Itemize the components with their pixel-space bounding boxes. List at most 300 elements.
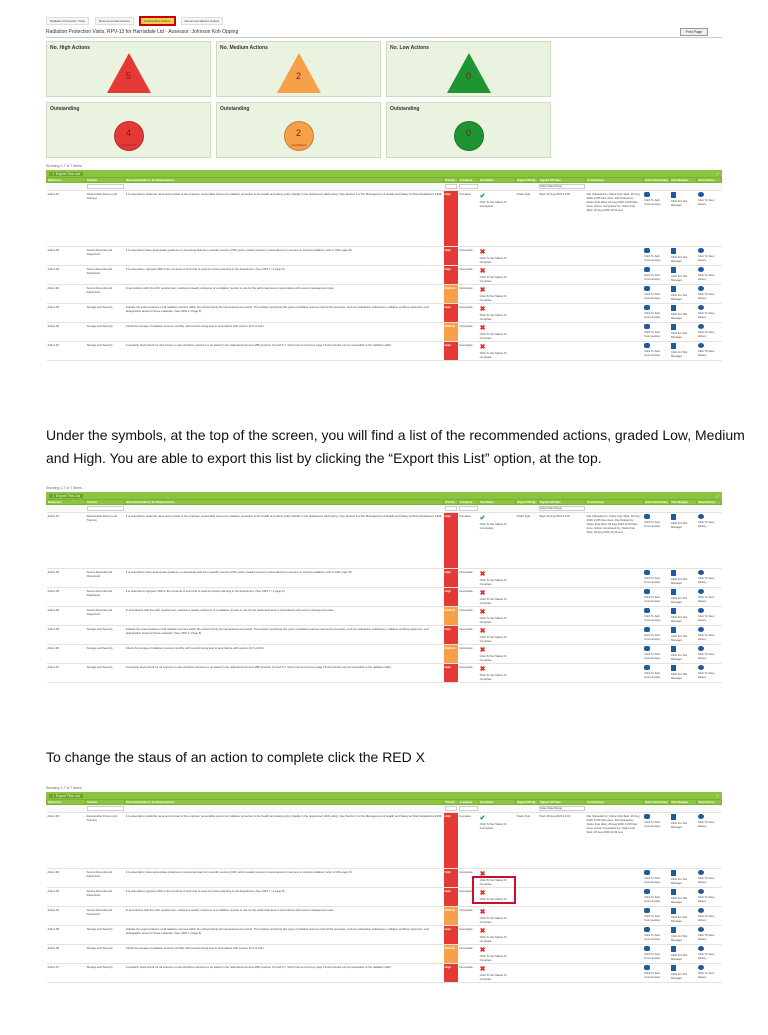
- eye-icon[interactable]: [698, 665, 704, 670]
- row-action[interactable]: [643, 607, 670, 626]
- row-set-status[interactable]: [479, 285, 516, 304]
- row-action[interactable]: [643, 888, 670, 907]
- action-label[interactable]: Click For File Manager: [670, 915, 688, 923]
- file-icon[interactable]: [671, 286, 676, 292]
- tab-visits[interactable]: Radiation Protection Visits: [46, 17, 89, 25]
- action-label[interactable]: Click For File Manager: [670, 821, 688, 829]
- status-hint[interactable]: Click To Set Status To Complete: [479, 597, 507, 605]
- filter-input[interactable]: [445, 806, 457, 811]
- column-header[interactable]: Reference: [47, 500, 86, 505]
- row-action[interactable]: [697, 664, 722, 683]
- comment-icon[interactable]: [644, 324, 650, 329]
- action-label[interactable]: Click To View History: [697, 254, 715, 262]
- comment-icon[interactable]: [644, 814, 650, 819]
- column-header[interactable]: Complete: [458, 800, 479, 805]
- comment-icon[interactable]: [644, 267, 650, 272]
- eye-icon[interactable]: [698, 870, 704, 875]
- comment-icon[interactable]: [644, 514, 650, 519]
- red-x-icon[interactable]: ✖: [479, 947, 486, 954]
- status-hint[interactable]: Click To Set Status To Complete: [479, 878, 507, 886]
- eye-icon[interactable]: [698, 248, 704, 253]
- row-action[interactable]: [643, 645, 670, 664]
- action-label[interactable]: Click To Add Commentary: [644, 671, 661, 679]
- row-set-status[interactable]: [479, 588, 516, 607]
- action-label[interactable]: Click For File Manager: [670, 896, 688, 904]
- eye-icon[interactable]: [698, 570, 704, 575]
- status-hint[interactable]: Click To Set Status To Incomplete: [479, 200, 507, 208]
- row-action[interactable]: [697, 626, 722, 645]
- column-header[interactable]: Complete: [458, 500, 479, 505]
- red-x-icon[interactable]: ✖: [479, 571, 486, 578]
- status-hint[interactable]: Click To Set Status To Complete: [479, 256, 507, 264]
- row-set-status[interactable]: [479, 569, 516, 588]
- column-header[interactable]: Priority: [444, 178, 458, 183]
- action-label[interactable]: Click For File Manager: [670, 596, 688, 604]
- row-action[interactable]: [643, 964, 670, 983]
- action-label[interactable]: Click For File Manager: [670, 953, 688, 961]
- action-label[interactable]: Click To Add Commentary: [644, 895, 661, 903]
- row-action[interactable]: [697, 304, 722, 323]
- column-header[interactable]: File Manager: [670, 800, 697, 805]
- column-header[interactable]: Signed Off By: [516, 800, 539, 805]
- row-action[interactable]: [643, 342, 670, 361]
- row-action[interactable]: [643, 304, 670, 323]
- action-label[interactable]: Click To View History: [697, 273, 715, 281]
- row-action[interactable]: [670, 813, 697, 869]
- column-header[interactable]: Section: [86, 178, 125, 183]
- eye-icon[interactable]: [698, 286, 704, 291]
- action-label[interactable]: Click To View History: [697, 576, 715, 584]
- print-button[interactable]: Print Page: [680, 28, 708, 36]
- status-hint[interactable]: Click To Set Status To Complete: [479, 616, 507, 624]
- row-action[interactable]: [670, 266, 697, 285]
- export-list-button[interactable]: ⇩ Export This List: [49, 794, 83, 798]
- export-list-button[interactable]: ⇩ Export This List: [49, 494, 83, 498]
- column-header[interactable]: View History: [697, 178, 722, 183]
- action-label[interactable]: Click For File Manager: [670, 972, 688, 980]
- action-label[interactable]: Click To View History: [697, 895, 715, 903]
- row-action[interactable]: [670, 342, 697, 361]
- file-icon[interactable]: [671, 965, 676, 971]
- eye-icon[interactable]: [698, 627, 704, 632]
- filter-input[interactable]: [87, 184, 124, 189]
- row-action[interactable]: [697, 588, 722, 607]
- row-set-status[interactable]: [479, 926, 516, 945]
- file-icon[interactable]: [671, 946, 676, 952]
- action-label[interactable]: Click To Add Commentary: [644, 876, 661, 884]
- red-x-icon[interactable]: ✖: [479, 325, 486, 332]
- status-hint[interactable]: Click To Set Status To Complete: [479, 654, 507, 662]
- status-hint[interactable]: Click To Set Status To Complete: [479, 954, 507, 962]
- action-label[interactable]: Click For File Manager: [670, 274, 688, 282]
- column-header[interactable]: Section: [86, 500, 125, 505]
- column-header[interactable]: Signed Off By: [516, 178, 539, 183]
- column-header[interactable]: Signed Off Date: [538, 800, 585, 805]
- filter-input[interactable]: [445, 184, 457, 189]
- comment-icon[interactable]: [644, 589, 650, 594]
- action-label[interactable]: Click To Add Commentary: [644, 520, 661, 528]
- column-header[interactable]: Signed Off By: [516, 500, 539, 505]
- action-label[interactable]: Click To View History: [697, 292, 715, 300]
- row-set-status[interactable]: [479, 907, 516, 926]
- row-action[interactable]: [643, 247, 670, 266]
- row-action[interactable]: [643, 266, 670, 285]
- row-action[interactable]: [697, 607, 722, 626]
- column-header[interactable]: Reference: [47, 800, 86, 805]
- red-x-icon[interactable]: ✖: [479, 268, 486, 275]
- column-header[interactable]: Recommendation / Or Requirements: [125, 178, 444, 183]
- action-label[interactable]: Click To View History: [697, 952, 715, 960]
- row-action[interactable]: [643, 191, 670, 247]
- row-action[interactable]: [670, 645, 697, 664]
- row-action[interactable]: [670, 569, 697, 588]
- row-action[interactable]: [670, 191, 697, 247]
- row-action[interactable]: [697, 907, 722, 926]
- file-icon[interactable]: [671, 514, 676, 520]
- action-label[interactable]: Click To View History: [697, 633, 715, 641]
- action-label[interactable]: Click For File Manager: [670, 615, 688, 623]
- comment-icon[interactable]: [644, 192, 650, 197]
- row-action[interactable]: [643, 813, 670, 869]
- action-label[interactable]: Click To View History: [697, 971, 715, 979]
- action-label[interactable]: Click For File Manager: [670, 293, 688, 301]
- action-label[interactable]: Click To Add Commentary: [644, 349, 661, 357]
- row-action[interactable]: [643, 569, 670, 588]
- eye-icon[interactable]: [698, 646, 704, 651]
- row-action[interactable]: [670, 869, 697, 888]
- action-label[interactable]: Click To Add Commentary: [644, 576, 661, 584]
- row-action[interactable]: [697, 964, 722, 983]
- eye-icon[interactable]: [698, 965, 704, 970]
- file-icon[interactable]: [671, 814, 676, 820]
- file-icon[interactable]: [671, 267, 676, 273]
- eye-icon[interactable]: [698, 324, 704, 329]
- row-set-status[interactable]: [479, 945, 516, 964]
- row-action[interactable]: [670, 285, 697, 304]
- status-hint[interactable]: Click To Set Status To Complete: [479, 332, 507, 340]
- row-action[interactable]: [697, 323, 722, 342]
- action-label[interactable]: Click To Add Commentary: [644, 273, 661, 281]
- file-icon[interactable]: [671, 889, 676, 895]
- column-header[interactable]: View History: [697, 500, 722, 505]
- toolbar-toggle-icon[interactable]: ⤢: [716, 171, 719, 176]
- file-icon[interactable]: [671, 870, 676, 876]
- comment-icon[interactable]: [644, 570, 650, 575]
- toolbar-toggle-icon[interactable]: ⤢: [716, 493, 719, 498]
- action-label[interactable]: Click For File Manager: [670, 350, 688, 358]
- file-icon[interactable]: [671, 343, 676, 349]
- red-x-icon[interactable]: ✖: [479, 344, 486, 351]
- row-action[interactable]: [670, 926, 697, 945]
- red-x-icon[interactable]: ✖: [479, 647, 486, 654]
- action-label[interactable]: Click To Add Commentary: [644, 933, 661, 941]
- status-hint[interactable]: Click To Set Status To Complete: [479, 275, 507, 283]
- row-action[interactable]: [697, 813, 722, 869]
- status-hint[interactable]: Click To Set Status To Complete: [479, 313, 507, 321]
- eye-icon[interactable]: [698, 589, 704, 594]
- status-hint[interactable]: Click To Set Status To Complete: [479, 635, 507, 643]
- row-action[interactable]: [643, 323, 670, 342]
- action-label[interactable]: Click For File Manager: [670, 312, 688, 320]
- check-icon[interactable]: ✔: [479, 515, 486, 522]
- action-label[interactable]: Click To View History: [697, 876, 715, 884]
- row-action[interactable]: [697, 645, 722, 664]
- status-hint[interactable]: Click To Set Status To Complete: [479, 935, 507, 943]
- filter-input[interactable]: [87, 506, 124, 511]
- row-set-status[interactable]: [479, 191, 516, 247]
- column-header[interactable]: Priority: [444, 800, 458, 805]
- action-label[interactable]: Click To View History: [697, 933, 715, 941]
- row-action[interactable]: [643, 907, 670, 926]
- row-action[interactable]: [643, 285, 670, 304]
- action-label[interactable]: Click To Add Commentary: [644, 292, 661, 300]
- status-hint[interactable]: Click To Set Status To Complete: [479, 916, 507, 924]
- row-action[interactable]: [670, 304, 697, 323]
- row-action[interactable]: [697, 285, 722, 304]
- comment-icon[interactable]: [644, 286, 650, 291]
- action-label[interactable]: Click To Add Commentary: [644, 198, 661, 206]
- row-action[interactable]: [697, 513, 722, 569]
- eye-icon[interactable]: [698, 192, 704, 197]
- row-action[interactable]: [670, 513, 697, 569]
- action-label[interactable]: Click To View History: [697, 614, 715, 622]
- row-action[interactable]: [697, 247, 722, 266]
- column-header[interactable]: Signed Off Date: [538, 500, 585, 505]
- red-x-icon[interactable]: ✖: [479, 306, 486, 313]
- status-hint[interactable]: Click To Set Status To Complete: [479, 578, 507, 586]
- action-label[interactable]: Click For File Manager: [670, 331, 688, 339]
- row-set-status[interactable]: [479, 645, 516, 664]
- row-set-status[interactable]: [479, 664, 516, 683]
- row-set-status[interactable]: [479, 304, 516, 323]
- eye-icon[interactable]: [698, 927, 704, 932]
- eye-icon[interactable]: [698, 514, 704, 519]
- row-action[interactable]: [643, 588, 670, 607]
- red-x-icon[interactable]: ✖: [479, 909, 486, 916]
- row-action[interactable]: [670, 626, 697, 645]
- comment-icon[interactable]: [644, 608, 650, 613]
- file-icon[interactable]: [671, 608, 676, 614]
- comment-icon[interactable]: [644, 248, 650, 253]
- action-label[interactable]: Click To Add Commentary: [644, 330, 661, 338]
- action-label[interactable]: Click To Add Commentary: [644, 633, 661, 641]
- row-set-status[interactable]: [479, 266, 516, 285]
- action-label[interactable]: Click For File Manager: [670, 255, 688, 263]
- file-icon[interactable]: [671, 589, 676, 595]
- column-header[interactable]: Add Commentary: [644, 800, 669, 804]
- red-x-icon[interactable]: ✖: [479, 628, 486, 635]
- filter-input[interactable]: [459, 806, 478, 811]
- action-label[interactable]: Click For File Manager: [670, 672, 688, 680]
- action-label[interactable]: Click To View History: [697, 520, 715, 528]
- row-action[interactable]: [643, 664, 670, 683]
- status-hint[interactable]: Click To Set Status To Complete: [479, 673, 507, 681]
- column-header[interactable]: Signed Off Date: [538, 178, 585, 183]
- column-header[interactable]: View History: [697, 800, 722, 805]
- column-header[interactable]: Complete: [458, 178, 479, 183]
- row-action[interactable]: [670, 247, 697, 266]
- row-set-status[interactable]: [479, 626, 516, 645]
- action-label[interactable]: Click To View History: [697, 198, 715, 206]
- filter-input[interactable]: [459, 506, 478, 511]
- action-label[interactable]: Click To View History: [697, 820, 715, 828]
- filter-input[interactable]: [459, 184, 478, 189]
- column-header[interactable]: Set Status: [479, 500, 516, 505]
- column-header[interactable]: File Manager: [670, 500, 697, 505]
- row-set-status[interactable]: [479, 342, 516, 361]
- row-action[interactable]: [697, 888, 722, 907]
- row-action[interactable]: [697, 266, 722, 285]
- eye-icon[interactable]: [698, 889, 704, 894]
- action-label[interactable]: Click To View History: [697, 595, 715, 603]
- filter-input[interactable]: Select Date Range: [539, 506, 584, 511]
- status-hint[interactable]: Click To Set Status To Complete: [479, 294, 507, 302]
- status-hint[interactable]: Click To Set Status To Complete: [479, 973, 507, 981]
- action-label[interactable]: Click For File Manager: [670, 877, 688, 885]
- file-icon[interactable]: [671, 248, 676, 254]
- comment-icon[interactable]: [644, 343, 650, 348]
- action-label[interactable]: Click To View History: [697, 652, 715, 660]
- eye-icon[interactable]: [698, 908, 704, 913]
- action-label[interactable]: Click To View History: [697, 330, 715, 338]
- column-header[interactable]: Priority: [444, 500, 458, 505]
- filter-input[interactable]: Select Date Range: [539, 184, 584, 189]
- comment-icon[interactable]: [644, 870, 650, 875]
- eye-icon[interactable]: [698, 946, 704, 951]
- tab-recommended[interactable]: Recommended Actions: [95, 17, 134, 25]
- column-header[interactable]: Recommendation / Or Requirements: [125, 500, 444, 505]
- eye-icon[interactable]: [698, 608, 704, 613]
- red-x-icon[interactable]: ✖: [479, 928, 486, 935]
- column-header[interactable]: Commentary: [586, 178, 644, 183]
- file-icon[interactable]: [671, 627, 676, 633]
- row-action[interactable]: [643, 926, 670, 945]
- column-header[interactable]: Add Commentary: [644, 178, 669, 182]
- action-label[interactable]: Click For File Manager: [670, 577, 688, 585]
- action-label[interactable]: Click To View History: [697, 914, 715, 922]
- row-action[interactable]: [643, 945, 670, 964]
- file-icon[interactable]: [671, 192, 676, 198]
- row-action[interactable]: [643, 513, 670, 569]
- file-icon[interactable]: [671, 646, 676, 652]
- comment-icon[interactable]: [644, 646, 650, 651]
- action-label[interactable]: Click To Add Commentary: [644, 820, 661, 828]
- action-label[interactable]: Click To View History: [697, 311, 715, 319]
- toolbar-toggle-icon[interactable]: ⤢: [716, 793, 719, 798]
- comment-icon[interactable]: [644, 665, 650, 670]
- row-set-status[interactable]: [479, 813, 516, 869]
- column-header[interactable]: File Manager: [670, 178, 697, 183]
- red-x-icon[interactable]: ✖: [479, 666, 486, 673]
- comment-icon[interactable]: [644, 627, 650, 632]
- export-list-button[interactable]: ⇩ Export This List: [49, 172, 83, 176]
- eye-icon[interactable]: [698, 267, 704, 272]
- red-x-icon[interactable]: ✖: [479, 966, 486, 973]
- row-action[interactable]: [697, 569, 722, 588]
- action-label[interactable]: Click To Add Commentary: [644, 952, 661, 960]
- status-hint[interactable]: Click To Set Status To Complete: [479, 897, 507, 905]
- action-label[interactable]: Click For File Manager: [670, 199, 688, 207]
- row-action[interactable]: [643, 626, 670, 645]
- action-label[interactable]: Click For File Manager: [670, 521, 688, 529]
- row-action[interactable]: [670, 607, 697, 626]
- filter-input[interactable]: Select Date Range: [539, 806, 584, 811]
- status-hint[interactable]: Click To Set Status To Complete: [479, 351, 507, 359]
- comment-icon[interactable]: [644, 946, 650, 951]
- red-x-icon[interactable]: ✖: [479, 590, 486, 597]
- red-x-icon[interactable]: ✖: [479, 609, 486, 616]
- comment-icon[interactable]: [644, 965, 650, 970]
- action-label[interactable]: Click To Add Commentary: [644, 254, 661, 262]
- column-header[interactable]: Set Status: [479, 800, 516, 805]
- row-action[interactable]: [670, 588, 697, 607]
- file-icon[interactable]: [671, 570, 676, 576]
- tab-follow[interactable]: Recommendations Follow: [181, 17, 224, 25]
- filter-input[interactable]: [87, 806, 124, 811]
- action-label[interactable]: Click To Add Commentary: [644, 652, 661, 660]
- comment-icon[interactable]: [644, 927, 650, 932]
- file-icon[interactable]: [671, 305, 676, 311]
- status-hint[interactable]: Click To Set Status To Incomplete: [479, 522, 507, 530]
- tab-outstanding[interactable]: Outstanding Actions: [140, 17, 175, 25]
- comment-icon[interactable]: [644, 305, 650, 310]
- row-set-status[interactable]: [479, 964, 516, 983]
- action-label[interactable]: Click To Add Commentary: [644, 971, 661, 979]
- status-hint[interactable]: Click To Set Status To Incomplete: [479, 822, 507, 830]
- column-header[interactable]: Set Status: [479, 178, 516, 183]
- eye-icon[interactable]: [698, 814, 704, 819]
- action-label[interactable]: Click To Add Commentary: [644, 311, 661, 319]
- column-header[interactable]: Recommendation / Or Requirements: [125, 800, 444, 805]
- row-action[interactable]: [670, 888, 697, 907]
- row-action[interactable]: [697, 869, 722, 888]
- comment-icon[interactable]: [644, 889, 650, 894]
- red-x-icon[interactable]: ✖: [479, 287, 486, 294]
- row-action[interactable]: [697, 926, 722, 945]
- row-set-status[interactable]: [479, 607, 516, 626]
- comment-icon[interactable]: [644, 908, 650, 913]
- row-action[interactable]: [670, 964, 697, 983]
- row-set-status[interactable]: [479, 247, 516, 266]
- row-action[interactable]: [697, 191, 722, 247]
- row-action[interactable]: [670, 907, 697, 926]
- red-x-icon[interactable]: ✖: [479, 871, 486, 878]
- row-set-status[interactable]: [479, 513, 516, 569]
- column-header[interactable]: Commentary: [586, 500, 644, 505]
- row-action[interactable]: [670, 945, 697, 964]
- red-x-icon[interactable]: ✖: [479, 890, 486, 897]
- file-icon[interactable]: [671, 324, 676, 330]
- row-action[interactable]: [697, 945, 722, 964]
- file-icon[interactable]: [671, 665, 676, 671]
- action-label[interactable]: Click To Add Commentary: [644, 595, 661, 603]
- action-label[interactable]: Click For File Manager: [670, 934, 688, 942]
- check-icon[interactable]: ✔: [479, 193, 486, 200]
- column-header[interactable]: Commentary: [586, 800, 644, 805]
- file-icon[interactable]: [671, 908, 676, 914]
- row-action[interactable]: [670, 664, 697, 683]
- column-header[interactable]: Section: [86, 800, 125, 805]
- file-icon[interactable]: [671, 927, 676, 933]
- row-action[interactable]: [697, 342, 722, 361]
- column-header[interactable]: Reference: [47, 178, 86, 183]
- check-icon[interactable]: ✔: [479, 815, 486, 822]
- action-label[interactable]: Click For File Manager: [670, 653, 688, 661]
- red-x-icon[interactable]: ✖: [479, 249, 486, 256]
- row-action[interactable]: [643, 869, 670, 888]
- eye-icon[interactable]: [698, 305, 704, 310]
- filter-input[interactable]: [445, 506, 457, 511]
